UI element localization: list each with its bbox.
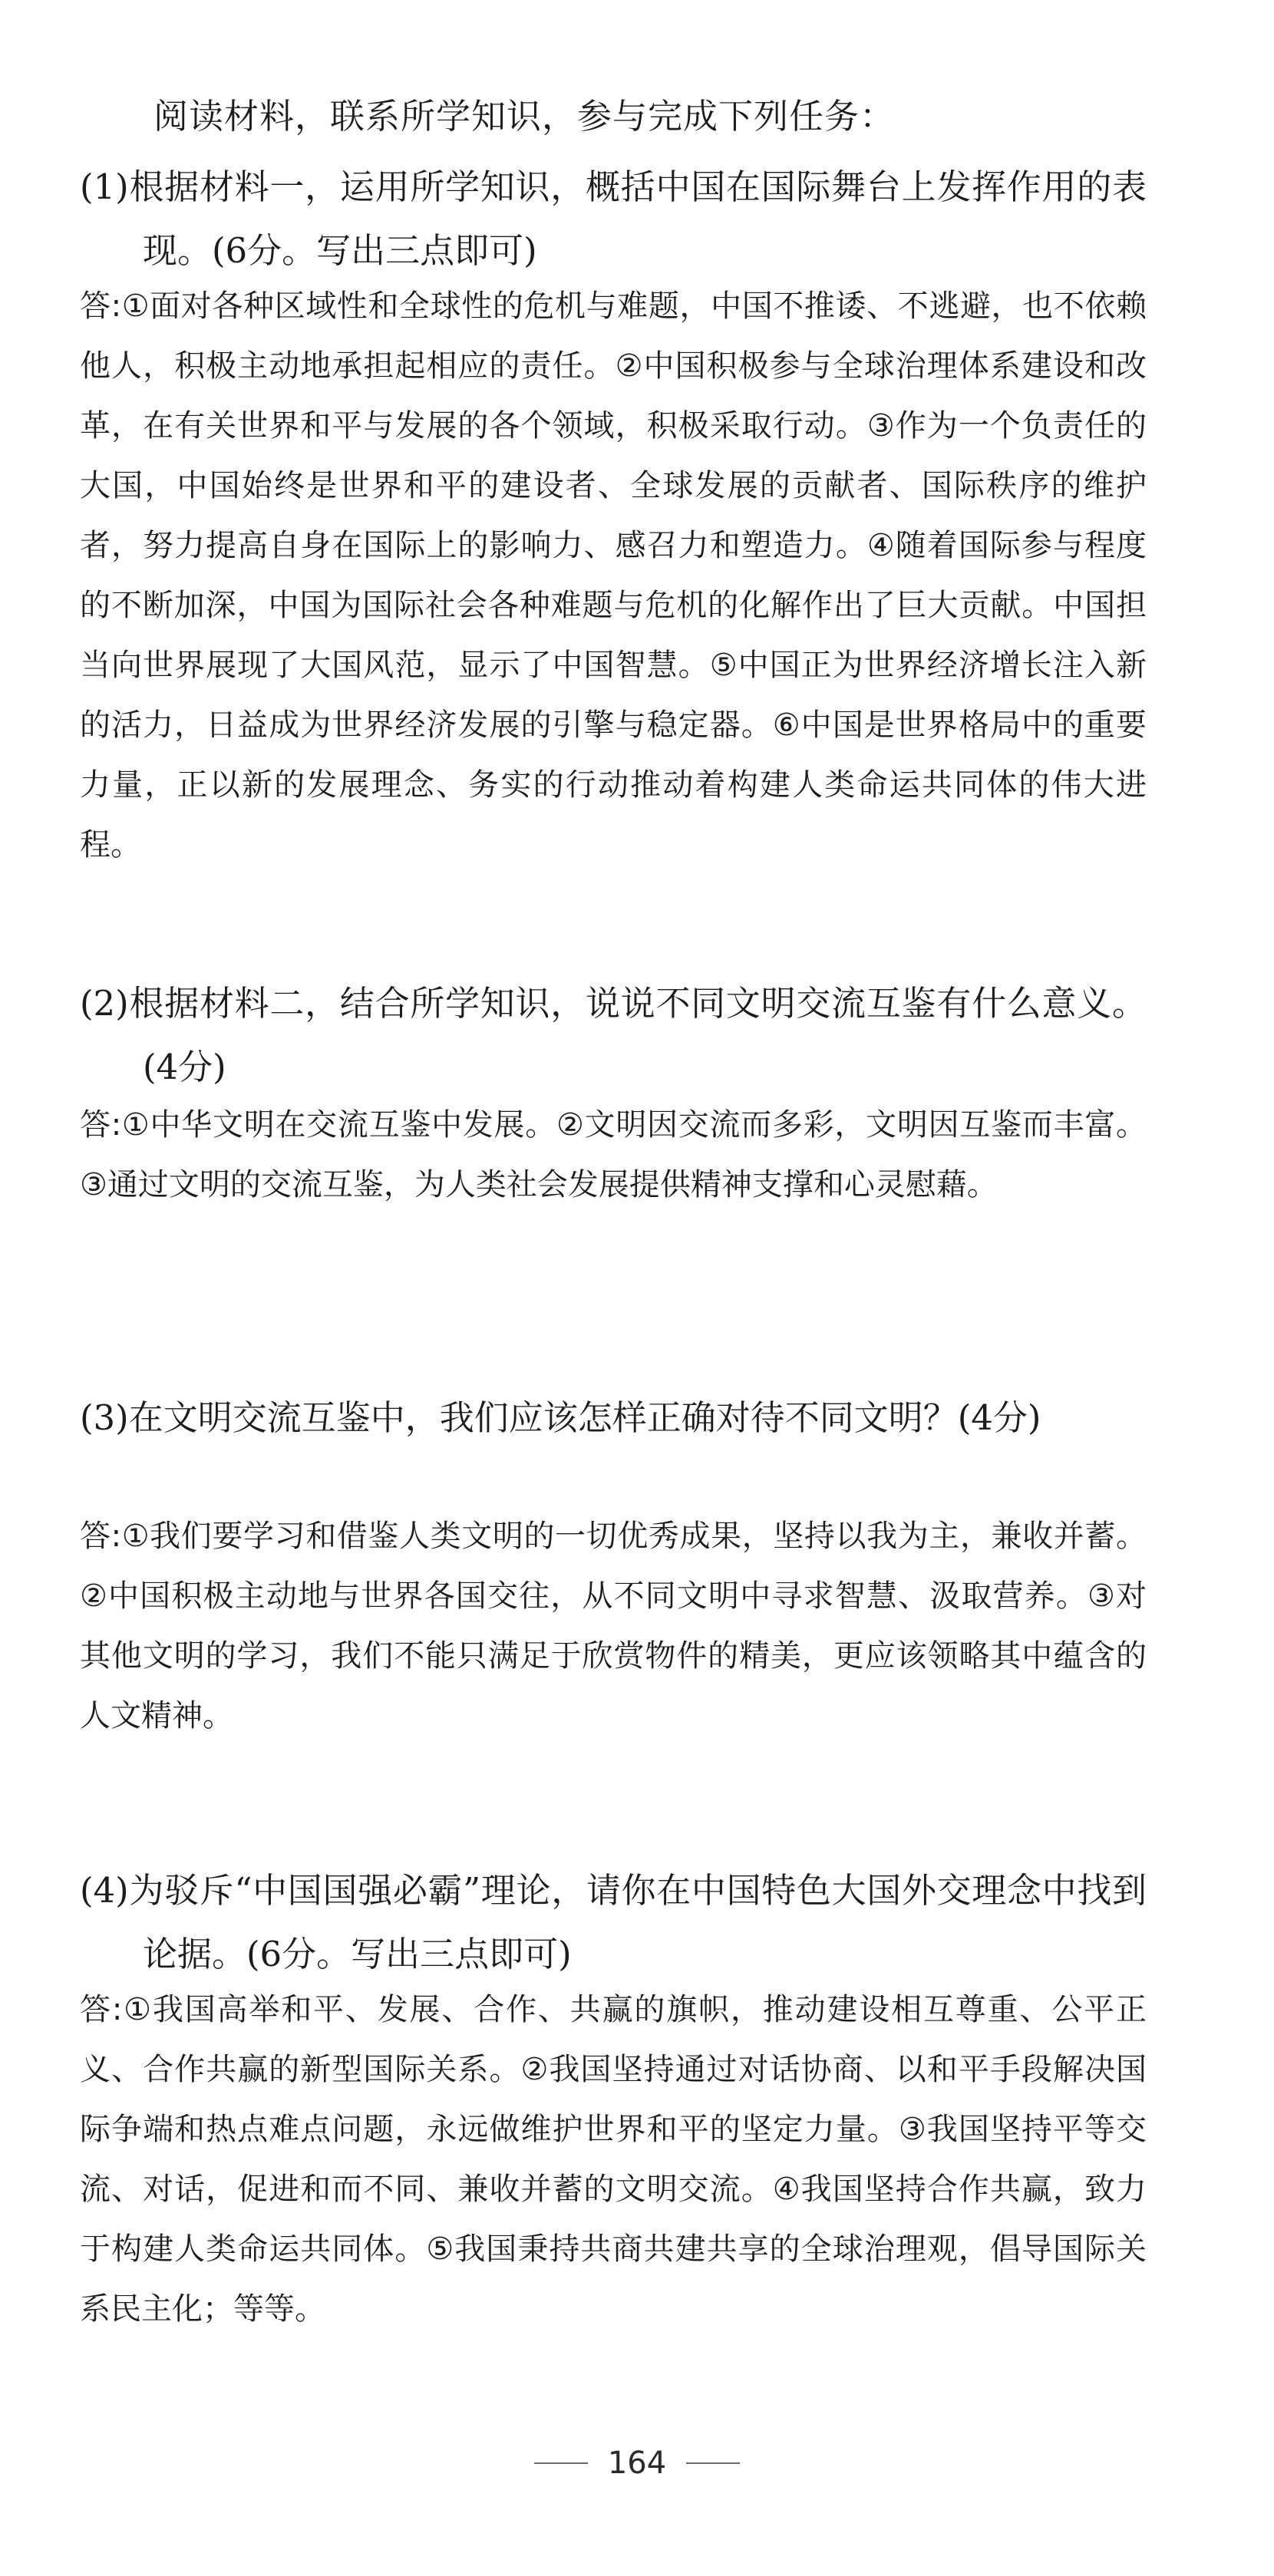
answer-2: 答:①中华文明在交流互鉴中发展。②文明因交流而多彩，文明因互鉴而丰富。③通过文明的交流互鉴，为人类社会发展提供精神支撑和心灵慰藉。: [80, 1107, 1147, 1202]
question-4: (4)为驳斥“中国国强必霸”理论，请你在中国特色大国外交理念中找到论据。(6分。写出三点即可): [80, 1870, 1147, 1974]
task-intro: 阅读材料，联系所学知识，参与完成下列任务：: [153, 96, 896, 137]
page-footer: [0, 2440, 1274, 2486]
answer-1: 答:①面对各种区域性和全球性的危机与难题，中国不推诿、不逃避，也不依赖他人，积极主动地承担起相应的责任。②中国积极参与全球治理体系建设和改革，在有关世界和平与发展的各个领域，积极采取行动。③作为一个负责任的大国，中国始终是世界和平的建设者、全球发展的贡献者、国际秩序的维护者，努力提高自身在国际上的影响力、感召力和塑造力。④随着国际参与程度的不断加深，中国为国际社会各种难题与危机的化解作出了巨大贡献。中国担当向世界展现了大国风范，显示了中国智慧。⑤中国正为世界经济增长注入新的活力，日益成为世界经济发展的引擎与稳定器。⑥中国是世界格局中的重要力量，正以新的发展理念、务实的行动推动着构建人类命运共同体的伟大进程。: [80, 289, 1147, 863]
answer-3: 答:①我们要学习和借鉴人类文明的一切优秀成果，坚持以我为主，兼收并蓄。②中国积极主动地与世界各国交往，从不同文明中寻求智慧、汲取营养。③对其他文明的学习，我们不能只满足于欣赏物件的精美，更应该领略其中蕴含的人文精神。: [80, 1519, 1147, 1733]
page-number: 164: [607, 2446, 667, 2481]
question-3: (3)在文明交流互鉴中，我们应该怎样正确对待不同文明？(4分): [80, 1397, 1041, 1438]
question-2: (2)根据材料二，结合所学知识，说说不同文明交流互鉴有什么意义。(4分): [80, 983, 1147, 1087]
answer-4: 答:①我国高举和平、发展、合作、共赢的旗帜，推动建设相互尊重、公平正义、合作共赢的新型国际关系。②我国坚持通过对话协商、以和平手段解决国际争端和热点难点问题，永远做维护世界和平的坚定力量。③我国坚持平等交流、对话，促进和而不同、兼收并蓄的文明交流。④我国坚持合作共赢，致力于构建人类命运共同体。⑤我国秉持共商共建共享的全球治理观，倡导国际关系民主化；等等。: [80, 1992, 1147, 2327]
question-1: (1)根据材料一，运用所学知识，概括中国在国际舞台上发挥作用的表现。(6分。写出三点即可): [80, 167, 1147, 271]
footer-rule-right: [686, 2462, 740, 2464]
footer-rule-left: [534, 2462, 588, 2464]
